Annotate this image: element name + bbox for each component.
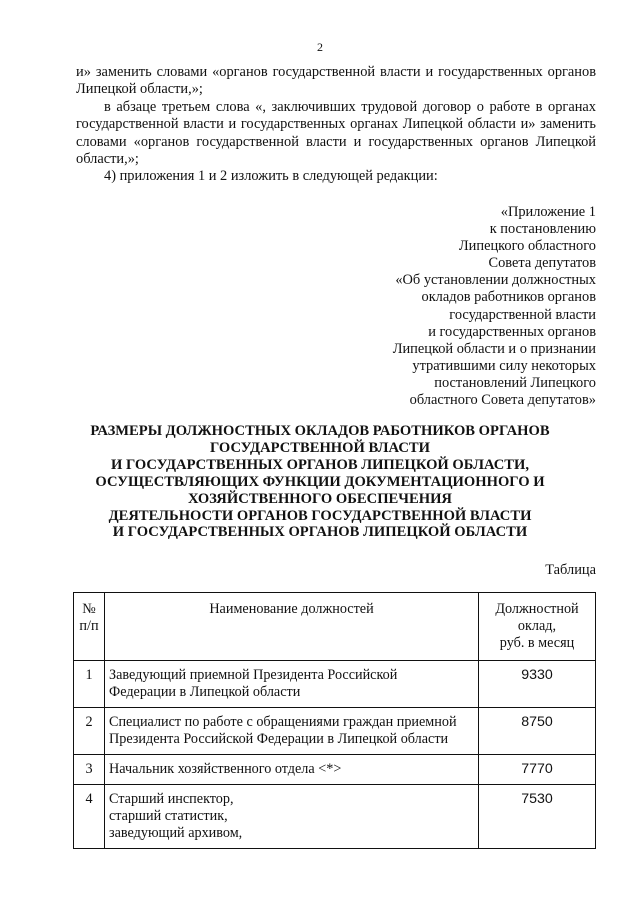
appendix-reference	[393, 204, 596, 409]
row-position-name	[105, 755, 479, 785]
appendix-line: областного Совета депутатов»	[409, 392, 596, 409]
appendix-line: окладов работников органов	[421, 289, 596, 306]
row-number: 2	[74, 708, 105, 755]
position-name-line: заведующий архивом,	[109, 825, 243, 841]
header-position-name-text: Наименование должностей	[209, 601, 374, 617]
row-salary: 8750	[479, 708, 596, 755]
header-salary-line: Должностной	[495, 601, 579, 617]
title-line: ОСУЩЕСТВЛЯЮЩИХ ФУНКЦИИ ДОКУМЕНТАЦИОННОГО И	[95, 473, 545, 490]
position-name-line: Федерации в Липецкой области	[109, 684, 301, 700]
appendix-line: «Приложение 1	[500, 204, 596, 220]
row-number: 4	[74, 785, 105, 849]
title-line: ГОСУДАРСТВЕННОЙ ВЛАСТИ	[210, 439, 430, 456]
row-position-name	[105, 708, 479, 755]
appendix-line: к постановлению	[489, 221, 596, 238]
appendix-line: «Об установлении должностных	[395, 272, 596, 289]
header-salary	[479, 593, 596, 661]
appendix-line: утратившими силу некоторых	[412, 357, 596, 374]
table-row	[74, 661, 596, 708]
row-salary: 9330	[479, 661, 596, 708]
header-number-line: п/п	[79, 618, 99, 634]
title-line: И ГОСУДАРСТВЕННЫХ ОРГАНОВ ЛИПЕЦКОЙ ОБЛАСТИ,	[110, 456, 530, 473]
position-name-line: Начальник хозяйственного отдела <*>	[109, 761, 342, 777]
intro-paragraph-2: в абзаце третьем слова «, заключивших трудовой договор о работе в органах государственной власти и государственных органах Липецкой области и» заменить словами «органов государственной власти и государственных органов Липецкой области,»;	[76, 98, 596, 168]
appendix-line: Липецкой области и о признании	[392, 340, 596, 357]
position-name-line: Президента Российской Федерации в Липецкой области	[109, 731, 449, 747]
row-salary: 7530	[479, 785, 596, 849]
document-title	[60, 423, 580, 541]
row-salary: 7770	[479, 755, 596, 785]
page-number: 2	[317, 40, 323, 54]
intro-text	[76, 64, 596, 186]
title-line: РАЗМЕРЫ ДОЛЖНОСТНЫХ ОКЛАДОВ РАБОТНИКОВ ОРГАНОВ	[90, 423, 550, 439]
title-line: ДЕЯТЕЛЬНОСТИ ОРГАНОВ ГОСУДАРСТВЕННОЙ ВЛАСТИ	[108, 507, 532, 524]
intro-paragraph-3: 4) приложения 1 и 2 изложить в следующей редакции:	[104, 168, 438, 185]
title-line: И ГОСУДАРСТВЕННЫХ ОРГАНОВ ЛИПЕЦКОЙ ОБЛАСТИ	[112, 524, 528, 541]
table-row	[74, 785, 596, 849]
position-name-line: Заведующий приемной Президента Российской	[109, 667, 398, 683]
salary-table	[73, 592, 596, 849]
appendix-line: постановлений Липецкого	[434, 374, 596, 391]
header-position-name	[105, 593, 479, 661]
table-caption: Таблица	[545, 562, 596, 578]
table-row	[74, 708, 596, 755]
position-name-line: Старший инспектор,	[109, 791, 234, 807]
intro-paragraph-1: и» заменить словами «органов государственной власти и государственных органов Липецкой области,»;	[76, 64, 596, 98]
table-header-row	[74, 593, 596, 661]
header-number-line: №	[82, 601, 96, 617]
appendix-line: государственной власти	[449, 306, 596, 323]
appendix-line: и государственных органов	[428, 323, 596, 340]
header-number	[74, 593, 105, 661]
appendix-line: Липецкого областного	[458, 238, 596, 255]
position-name-line: Специалист по работе с обращениями граждан приемной	[109, 714, 457, 730]
row-number: 1	[74, 661, 105, 708]
row-position-name	[105, 785, 479, 849]
appendix-line: Совета депутатов	[488, 255, 596, 272]
position-name-line: старший статистик,	[109, 808, 228, 824]
title-line: ХОЗЯЙСТВЕННОГО ОБЕСПЕЧЕНИЯ	[188, 490, 452, 507]
row-position-name	[105, 661, 479, 708]
header-salary-line: оклад,	[517, 618, 557, 634]
header-salary-line: руб. в месяц	[499, 635, 575, 651]
table-row	[74, 755, 596, 785]
row-number: 3	[74, 755, 105, 785]
